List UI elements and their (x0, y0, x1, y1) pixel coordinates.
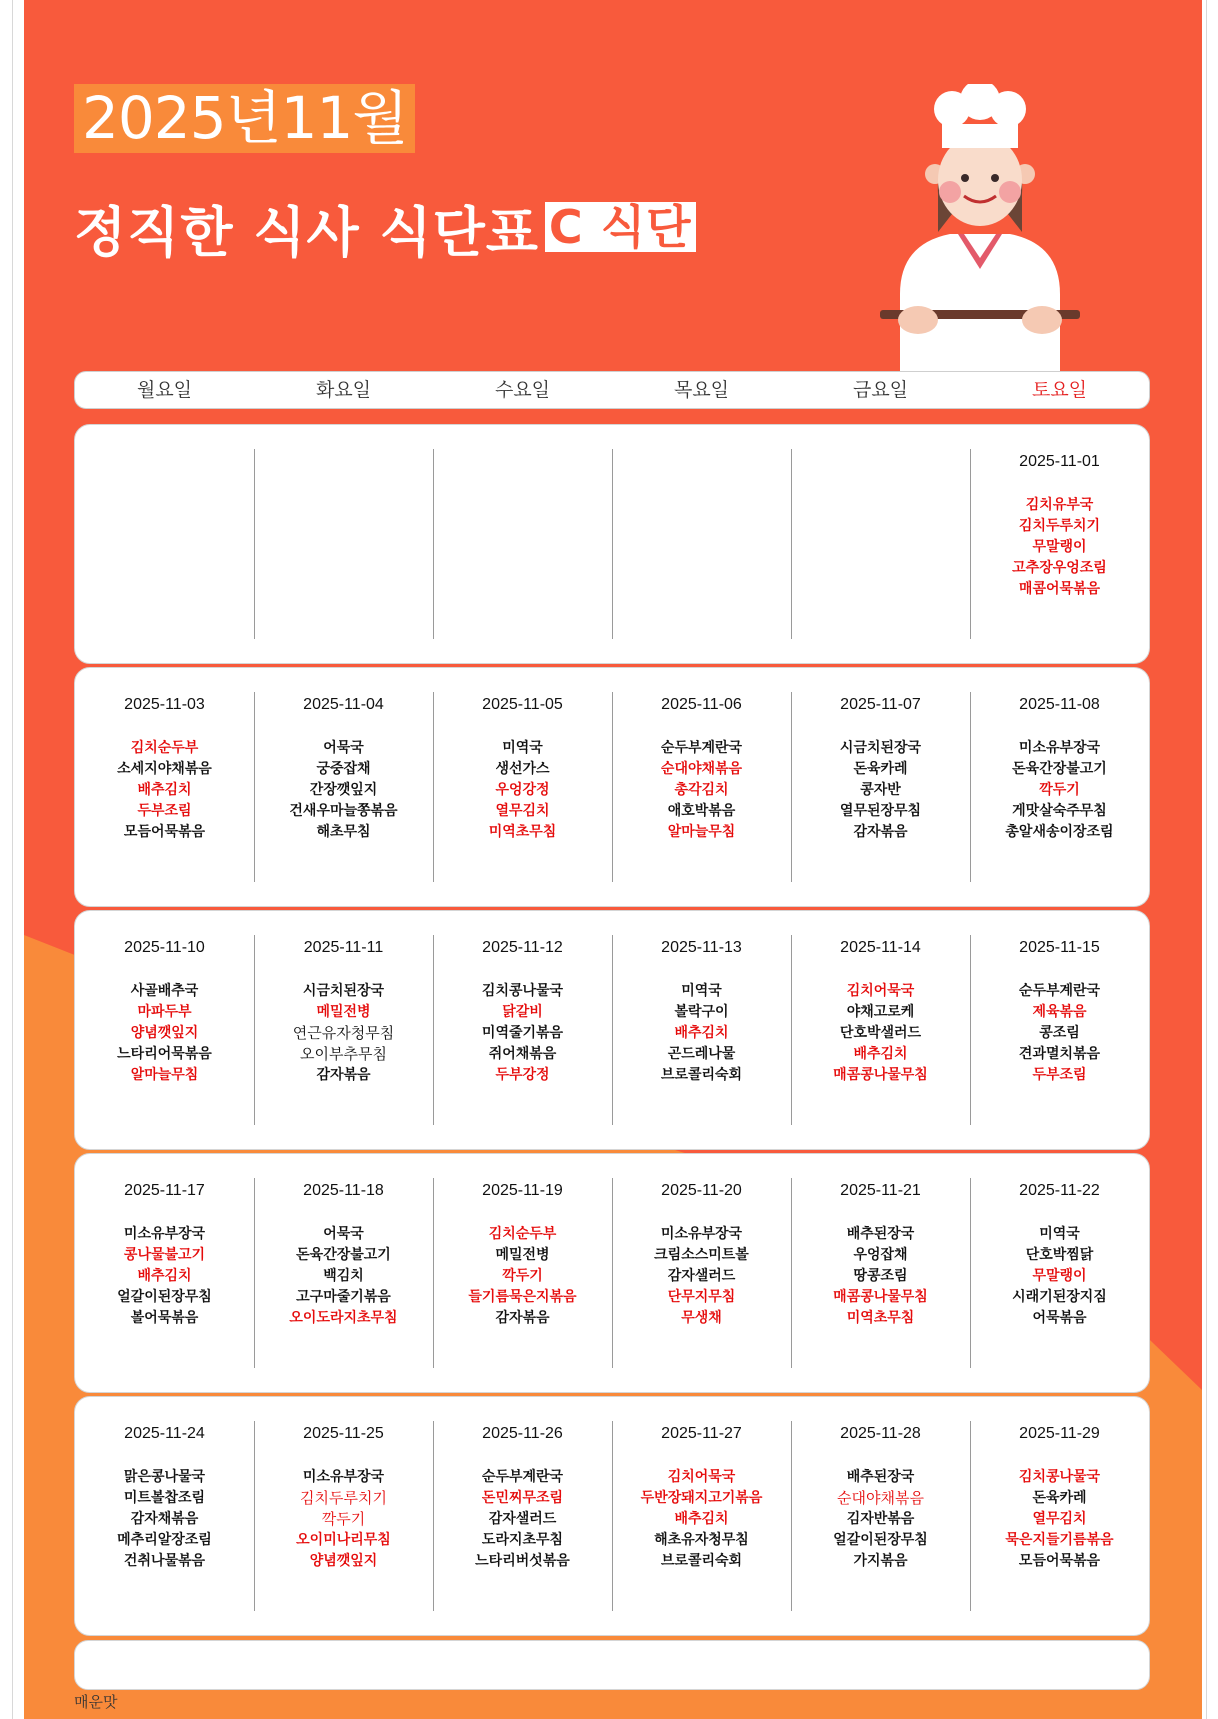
menu-item: 모듬어묵볶음 (123, 824, 206, 840)
weekday-tue: 화요일 (315, 379, 372, 401)
menu-item-spicy: 두반장돼지고기볶음 (640, 1490, 763, 1506)
weekday-sat: 토요일 (1031, 379, 1088, 401)
menu-item: 콩조림 (1039, 1025, 1080, 1041)
day-date: 2025-11-08 (1019, 696, 1100, 713)
menu-item-spicy: 양념깻잎지 (309, 1553, 378, 1569)
menu-item-spicy: 김치콩나물국 (1018, 1469, 1101, 1485)
menu-item: 해초무침 (316, 824, 371, 840)
menu-item: 김자반볶음 (846, 1511, 915, 1527)
day-menu-list (612, 981, 791, 1086)
menu-item-spicy: 메밀전병 (316, 1004, 371, 1020)
day-menu-list (970, 495, 1149, 600)
menu-item: 순두부계란국 (660, 740, 743, 756)
day-menu-list (254, 738, 433, 843)
day-cell (433, 1154, 612, 1392)
menu-item: 메추리알장조림 (117, 1532, 212, 1548)
menu-item-spicy: 깍두기 (321, 1510, 366, 1528)
menu-item-spicy: 김치유부국 (1025, 497, 1094, 513)
day-date: 2025-11-04 (303, 696, 384, 713)
weekday-mon: 월요일 (136, 379, 193, 401)
day-date: 2025-11-27 (661, 1425, 742, 1442)
day-date: 2025-11-26 (482, 1425, 563, 1442)
menu-item: 미트볼찹조림 (123, 1490, 206, 1506)
menu-item: 순두부계란국 (481, 1469, 564, 1485)
menu-item: 열무된장무침 (839, 803, 922, 819)
menu-item-spicy: 김치어묵국 (667, 1469, 736, 1485)
menu-item: 백김치 (323, 1268, 364, 1284)
day-cell (433, 1397, 612, 1635)
menu-item-spicy: 미역초무침 (488, 824, 557, 840)
menu-item: 건취나물볶음 (123, 1553, 206, 1569)
day-menu-list (970, 1224, 1149, 1329)
day-menu-list (75, 1224, 254, 1329)
menu-type-badge: C 식단 (545, 202, 696, 252)
menu-item: 야채고로케 (846, 1004, 915, 1020)
menu-item-spicy: 순대야채볶음 (660, 761, 743, 777)
menu-item: 느타리버섯볶음 (475, 1553, 570, 1569)
menu-item-spicy: 무생채 (681, 1310, 722, 1326)
menu-item-spicy: 김치두루치기 (1018, 518, 1101, 534)
menu-item: 땅콩조림 (853, 1268, 908, 1284)
menu-item-spicy: 양념깻잎지 (130, 1025, 199, 1041)
empty-week-row (74, 1640, 1150, 1690)
day-cell (791, 911, 970, 1149)
day-cell (970, 425, 1149, 663)
day-cell (254, 1154, 433, 1392)
menu-item: 단호박샐러드 (839, 1025, 922, 1041)
menu-item-spicy: 콩나물불고기 (123, 1247, 206, 1263)
day-menu-list (254, 1224, 433, 1329)
day-menu-list (75, 738, 254, 843)
day-date: 2025-11-12 (482, 939, 563, 956)
day-cell (254, 668, 433, 906)
day-menu-list (612, 738, 791, 843)
menu-item: 미역줄기볶음 (481, 1025, 564, 1041)
menu-item-spicy: 총각김치 (674, 782, 729, 798)
title-text: 정직한 식사 식단표 (74, 201, 539, 264)
day-menu-list (433, 981, 612, 1086)
day-date (791, 451, 970, 473)
day-menu-list (75, 981, 254, 1086)
day-date: 2025-11-29 (1019, 1425, 1100, 1442)
frame-line (12, 0, 13, 1719)
day-cell (433, 911, 612, 1149)
day-menu-list (254, 981, 433, 1086)
menu-item: 돈육카레 (853, 761, 908, 777)
menu-item-spicy: 돈민찌무조림 (481, 1490, 564, 1506)
menu-item-spicy: 들기름묵은지볶음 (468, 1289, 577, 1305)
menu-item: 미소유부장국 (302, 1469, 385, 1485)
menu-item: 미역국 (1039, 1226, 1080, 1242)
menu-item: 크림소스미트볼 (654, 1247, 749, 1263)
menu-item: 순두부계란국 (1018, 983, 1101, 999)
day-cell (612, 911, 791, 1149)
day-cell (75, 1397, 254, 1635)
day-menu-list (612, 1224, 791, 1329)
menu-item-spicy: 알마늘무침 (667, 824, 736, 840)
menu-item: 미역국 (681, 983, 722, 999)
day-cell (75, 1154, 254, 1392)
week-row (74, 1153, 1150, 1393)
weekday-header (74, 371, 1150, 409)
frame-line (1206, 0, 1207, 1719)
menu-item-spicy: 매콤어묵볶음 (1018, 581, 1101, 597)
day-cell (612, 1397, 791, 1635)
menu-item: 가지볶음 (853, 1553, 908, 1569)
menu-item-spicy: 닭갈비 (502, 1004, 543, 1020)
menu-item: 느타리어묵볶음 (117, 1046, 212, 1062)
day-cell (75, 668, 254, 906)
menu-item-spicy: 깍두기 (1039, 782, 1080, 798)
menu-item: 어묵볶음 (1032, 1310, 1087, 1326)
menu-item: 미역국 (502, 740, 543, 756)
page-title (74, 198, 696, 268)
menu-item-spicy: 오이도라지초무침 (289, 1310, 398, 1326)
menu-item-spicy: 배추김치 (674, 1025, 729, 1041)
menu-item: 건새우마늘쫑볶음 (289, 803, 398, 819)
menu-poster (24, 0, 1202, 1719)
day-menu-list (75, 1467, 254, 1572)
menu-item: 게맛살숙주무침 (1012, 803, 1107, 819)
day-cell (254, 425, 433, 663)
menu-item: 배추된장국 (846, 1469, 915, 1485)
menu-item: 시래기된장지짐 (1012, 1289, 1107, 1305)
day-menu-list (791, 738, 970, 843)
day-cell (970, 911, 1149, 1149)
menu-item: 총알새송이장조림 (1005, 824, 1114, 840)
menu-item-spicy: 김치순두부 (488, 1226, 557, 1242)
menu-item-spicy: 배추김치 (137, 1268, 192, 1284)
menu-item-spicy: 고추장우엉조림 (1012, 560, 1107, 576)
menu-item: 얼갈이된장무침 (833, 1532, 928, 1548)
day-cell (254, 1397, 433, 1635)
menu-item-spicy: 두부조림 (137, 803, 192, 819)
menu-item: 미소유부장국 (1018, 740, 1101, 756)
menu-item: 어묵국 (323, 1226, 364, 1242)
day-cell (612, 1154, 791, 1392)
menu-item: 메밀전병 (495, 1247, 550, 1263)
day-date (75, 451, 254, 473)
menu-item: 오이부추무침 (300, 1045, 387, 1063)
menu-item-spicy: 배추김치 (674, 1511, 729, 1527)
menu-item-spicy: 미역초무침 (846, 1310, 915, 1326)
day-cell (791, 668, 970, 906)
menu-item: 콩자반 (860, 782, 901, 798)
menu-item-spicy: 오이미나리무침 (296, 1532, 391, 1548)
menu-item: 감자샐러드 (667, 1268, 736, 1284)
menu-item-spicy: 매콤콩나물무침 (833, 1289, 928, 1305)
menu-item: 단호박찜닭 (1025, 1247, 1094, 1263)
menu-item-spicy: 마파두부 (137, 1004, 192, 1020)
day-menu-list (433, 738, 612, 843)
day-date (433, 451, 612, 473)
menu-item: 맑은콩나물국 (123, 1469, 206, 1485)
day-date: 2025-11-13 (661, 939, 742, 956)
day-cell (75, 425, 254, 663)
menu-item: 감자볶음 (316, 1067, 371, 1083)
menu-item: 어묵국 (323, 740, 364, 756)
day-date: 2025-11-11 (303, 939, 384, 956)
menu-item: 모듬어묵볶음 (1018, 1553, 1101, 1569)
day-date: 2025-11-06 (661, 696, 742, 713)
menu-item: 쥐어채볶음 (488, 1046, 557, 1062)
week-row (74, 424, 1150, 664)
day-date: 2025-11-10 (124, 939, 205, 956)
chef-illustration-icon (880, 84, 1080, 374)
menu-item: 감자볶음 (495, 1310, 550, 1326)
menu-item-spicy: 김치순두부 (130, 740, 199, 756)
day-date: 2025-11-20 (661, 1182, 742, 1199)
menu-item: 돈육간장불고기 (296, 1247, 391, 1263)
menu-item-spicy: 두부조림 (1032, 1067, 1087, 1083)
day-cell (970, 668, 1149, 906)
menu-item-spicy: 두부강정 (495, 1067, 550, 1083)
menu-item: 궁중잡채 (316, 761, 371, 777)
menu-item: 미소유부장국 (660, 1226, 743, 1242)
day-date: 2025-11-25 (303, 1425, 384, 1442)
menu-item-spicy: 묵은지들기름볶음 (1005, 1532, 1114, 1548)
week-row (74, 910, 1150, 1150)
menu-item: 브로콜리숙회 (660, 1067, 743, 1083)
day-date: 2025-11-21 (840, 1182, 921, 1199)
menu-item-spicy: 알마늘무침 (130, 1067, 199, 1083)
day-menu-list (433, 1467, 612, 1572)
day-menu-list (254, 1467, 433, 1572)
day-date: 2025-11-05 (482, 696, 563, 713)
day-menu-list (791, 1224, 970, 1329)
menu-item: 감자채볶음 (130, 1511, 199, 1527)
menu-item: 고구마줄기볶음 (296, 1289, 391, 1305)
menu-item: 시금치된장국 (302, 983, 385, 999)
menu-item: 생선가스 (495, 761, 550, 777)
menu-item-spicy: 순대야채볶음 (837, 1489, 924, 1507)
day-cell (612, 425, 791, 663)
menu-item-spicy: 김치어묵국 (846, 983, 915, 999)
month-label: 2025년11월 (74, 84, 415, 153)
day-date: 2025-11-03 (124, 696, 205, 713)
menu-item: 견과멸치볶음 (1018, 1046, 1101, 1062)
menu-item: 감자볶음 (853, 824, 908, 840)
day-date: 2025-11-14 (840, 939, 921, 956)
menu-item-spicy: 제육볶음 (1032, 1004, 1087, 1020)
menu-item: 곤드레나물 (667, 1046, 736, 1062)
menu-item: 배추된장국 (846, 1226, 915, 1242)
menu-item: 사골배추국 (130, 983, 199, 999)
day-date: 2025-11-19 (482, 1182, 563, 1199)
menu-item-spicy: 단무지무침 (667, 1289, 736, 1305)
week-row (74, 667, 1150, 907)
day-cell (791, 1154, 970, 1392)
menu-item-spicy: 깍두기 (502, 1268, 543, 1284)
weekday-thu: 목요일 (673, 379, 730, 401)
day-date: 2025-11-15 (1019, 939, 1100, 956)
weekday-wed: 수요일 (494, 379, 551, 401)
day-cell (612, 668, 791, 906)
menu-item: 소세지야채볶음 (117, 761, 212, 777)
menu-item-spicy: 열무김치 (1032, 1511, 1087, 1527)
day-date: 2025-11-22 (1019, 1182, 1100, 1199)
day-menu-list (791, 981, 970, 1086)
day-date: 2025-11-01 (1019, 453, 1100, 470)
menu-item: 도라지초무침 (481, 1532, 564, 1548)
day-menu-list (612, 1467, 791, 1572)
menu-item-spicy: 무말랭이 (1032, 1268, 1087, 1284)
menu-item: 미소유부장국 (123, 1226, 206, 1242)
day-menu-list (433, 1224, 612, 1329)
menu-item: 볼락구이 (674, 1004, 729, 1020)
menu-item-spicy: 매콤콩나물무침 (833, 1067, 928, 1083)
menu-item-spicy: 배추김치 (137, 782, 192, 798)
menu-item-spicy: 배추김치 (853, 1046, 908, 1062)
day-cell (791, 425, 970, 663)
day-cell (75, 911, 254, 1149)
menu-item: 돈육카레 (1032, 1490, 1087, 1506)
day-date: 2025-11-07 (840, 696, 921, 713)
menu-item: 얼갈이된장무침 (117, 1289, 212, 1305)
menu-item: 브로콜리숙회 (660, 1553, 743, 1569)
menu-item: 감자샐러드 (488, 1511, 557, 1527)
menu-item: 해초유자청무침 (654, 1532, 749, 1548)
menu-item: 애호박볶음 (667, 803, 736, 819)
day-date (612, 451, 791, 473)
day-menu-list (970, 981, 1149, 1086)
menu-item-spicy: 김치두루치기 (300, 1489, 387, 1507)
menu-item: 간장깻잎지 (309, 782, 378, 798)
day-cell (970, 1397, 1149, 1635)
menu-item-spicy: 열무김치 (495, 803, 550, 819)
weekday-fri: 금요일 (852, 379, 909, 401)
menu-item: 시금치된장국 (839, 740, 922, 756)
day-cell (433, 425, 612, 663)
day-menu-list (970, 1467, 1149, 1572)
menu-item: 돈육간장불고기 (1012, 761, 1107, 777)
day-cell (254, 911, 433, 1149)
day-cell (791, 1397, 970, 1635)
menu-item-spicy: 우엉강정 (495, 782, 550, 798)
day-date: 2025-11-17 (124, 1182, 205, 1199)
menu-item: 연근유자청무침 (292, 1024, 395, 1042)
day-menu-list (970, 738, 1149, 843)
day-date: 2025-11-24 (124, 1425, 205, 1442)
day-cell (970, 1154, 1149, 1392)
menu-item: 우엉잡채 (853, 1247, 908, 1263)
day-cell (433, 668, 612, 906)
day-date: 2025-11-18 (303, 1182, 384, 1199)
menu-item: 김치콩나물국 (481, 983, 564, 999)
menu-item-spicy: 무말랭이 (1032, 539, 1087, 555)
week-row (74, 1396, 1150, 1636)
day-date: 2025-11-28 (840, 1425, 921, 1442)
menu-item: 볼어묵볶음 (130, 1310, 199, 1326)
day-date (254, 451, 433, 473)
day-menu-list (791, 1467, 970, 1572)
spicy-legend: 매운맛 (74, 1693, 118, 1711)
